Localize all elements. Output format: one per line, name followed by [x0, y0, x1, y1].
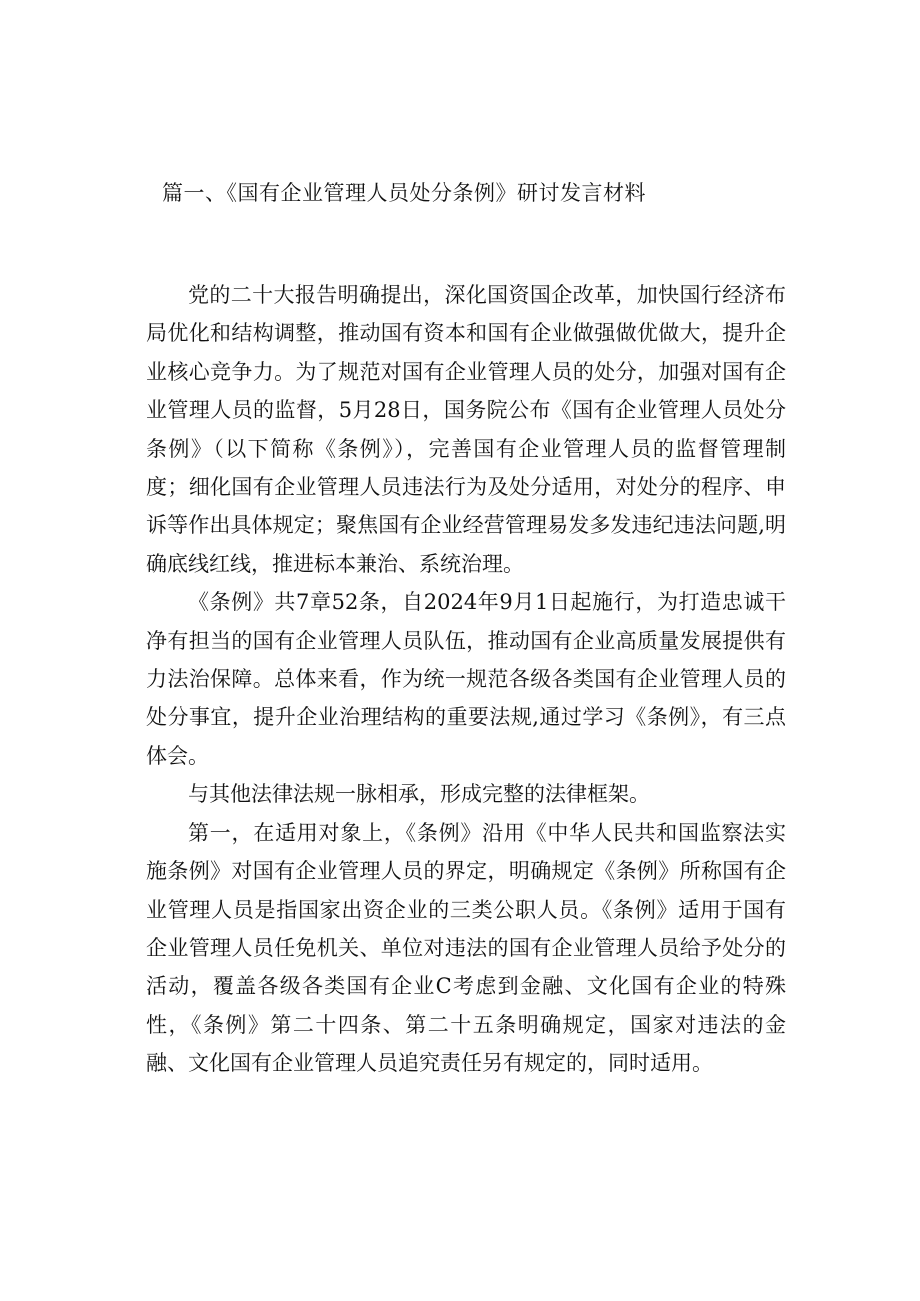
paragraph-2: 《条例》共7章52条，自2024年9月1日起施行，为打造忠诚干净有担当的国有企业管理人员队伍，推动国有企业高质量发展提供有力法治保障。总体来看，作为统一规范各级各类国有企业管理人员的处分事宜，提升企业治理结构的重要法规,通过学习《条例》，有三点体会。	[146, 590, 786, 768]
document-body	[146, 276, 786, 1083]
paragraph-3: 与其他法律法规一脉相承，形成完整的法律框架。	[188, 782, 650, 807]
paragraph-4: 第一，在适用对象上，《条例》沿用《中华人民共和国监察法实施条例》对国有企业管理人员的界定，明确规定《条例》所称国有企业管理人员是指国家出资企业的三类公职人员。《条例》适用于国有企业管理人员任免机关、单位对违法的国有企业管理人员给予处分的活动，覆盖各级各类国有企业C考虑到金融、文化国有企业的特殊性，《条例》第二十四条、第二十五条明确规定，国家对违法的金融、文化国有企业管理人员追究责任另有规定的，同时适用。	[146, 820, 786, 1076]
document-title: 篇一、《国有企业管理人员处分条例》研讨发言材料	[162, 181, 646, 205]
paragraph-1: 党的二十大报告明确提出，深化国资国企改革，加快国行经济布局优化和结构调整，推动国有资本和国有企业做强做优做大，提升企业核心竞争力。为了规范对国有企业管理人员的处分，加强对国有企业管理人员的监督，5月28日，国务院公布《国有企业管理人员处分条例》（以下简称《条例》），完善国有企业管理人员的监督管理制度；细化国有企业管理人员违法行为及处分适用，对处分的程序、申诉等作出具体规定；聚焦国有企业经营管理易发多发违纪违法问题,明确底线红线，推进标本兼治、系统治理。	[146, 283, 786, 576]
